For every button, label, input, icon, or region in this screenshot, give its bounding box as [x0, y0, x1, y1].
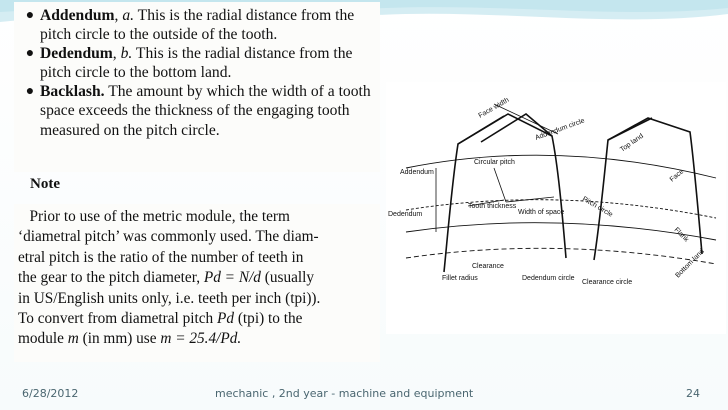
- footer-page-number: 24: [686, 387, 700, 400]
- definition-backlash: [20, 82, 376, 139]
- formula: m = 25.4/Pd.: [160, 330, 242, 348]
- label-width-of-space: Width of space: [518, 209, 565, 216]
- footer-date: 6/28/2012: [22, 387, 79, 400]
- definition-list: [20, 6, 376, 140]
- paragraph-line: Prior to use of the metric module, the term: [29, 208, 290, 225]
- label-addendum: Addendum: [400, 169, 434, 176]
- label-face-width: Face width: [477, 96, 511, 120]
- term-label: Addendum: [40, 7, 115, 24]
- term-label: Dedendum: [40, 45, 113, 63]
- paragraph-line: To convert from diametral pitch Pd (tpi) to the: [18, 310, 303, 328]
- formula: m: [67, 330, 79, 348]
- paragraph-line: in US/English units only, i.e. teeth per inch (tpi)).: [18, 289, 321, 307]
- term-symbol: b.: [120, 45, 133, 63]
- label-top-land: Top land: [619, 132, 645, 154]
- label-dedendum: Dedendum: [388, 211, 423, 218]
- bullet-dot-icon: ●: [25, 46, 35, 62]
- paragraph-line: module m (in mm) use m = 25.4/Pd.: [18, 330, 242, 348]
- label-flank: Flank: [672, 226, 690, 244]
- formula: Pd = N/d: [203, 269, 261, 287]
- paragraph-line: etral pitch is the ratio of the number of teeth in: [18, 248, 304, 266]
- label-clearance-circle: Clearance circle: [582, 279, 633, 286]
- formula: Pd: [217, 310, 234, 328]
- term-label: Backlash.: [40, 83, 105, 101]
- label-tooth-thickness: Tooth thickness: [468, 203, 517, 210]
- label-clearance: Clearance: [472, 263, 504, 270]
- label-addendum-circle: Addendum circle: [534, 117, 586, 142]
- term-symbol: a.: [122, 7, 135, 24]
- label-fillet-radius: Fillet radius: [442, 275, 478, 282]
- paragraph-line: ‘diametral pitch’ was commonly used. The diam-: [18, 228, 319, 246]
- definition-dedendum: ● Dedendum, b. This is the radial distance from the pitch circle to the bottom land.: [20, 44, 376, 82]
- bullet-dot-icon: ●: [25, 8, 35, 23]
- bullet-dot-icon: ●: [25, 84, 35, 100]
- definition-addendum: ● Addendum, a. This is the radial distance from the pitch circle to the outside of the tooth.: [20, 6, 376, 44]
- footer-title: mechanic , 2nd year - machine and equipment: [215, 387, 474, 400]
- term-description: This is the radial distance from the pitch circle to the bottom land.: [40, 45, 353, 82]
- label-face: Face: [668, 168, 686, 184]
- label-pitch-circle: Pitch circle: [581, 195, 614, 219]
- label-dedendum-circle: Dedendum circle: [522, 275, 575, 282]
- label-circular-pitch: Circular pitch: [474, 159, 515, 166]
- note-heading: Note: [30, 176, 60, 192]
- gear-tooth-diagram: [386, 82, 726, 334]
- note-paragraph: [18, 207, 374, 350]
- term-description: The amount by which the width of a tooth space exceeds the thickness of the engaging tooth measured on the pitch circle.: [40, 83, 371, 139]
- term-description: This is the radial distance from the pitch circle to the outside of the tooth.: [40, 7, 355, 44]
- label-bottom-land: Bottom land: [674, 248, 706, 280]
- paragraph-line: the gear to the pitch diameter, Pd = N/d (usually: [18, 269, 315, 287]
